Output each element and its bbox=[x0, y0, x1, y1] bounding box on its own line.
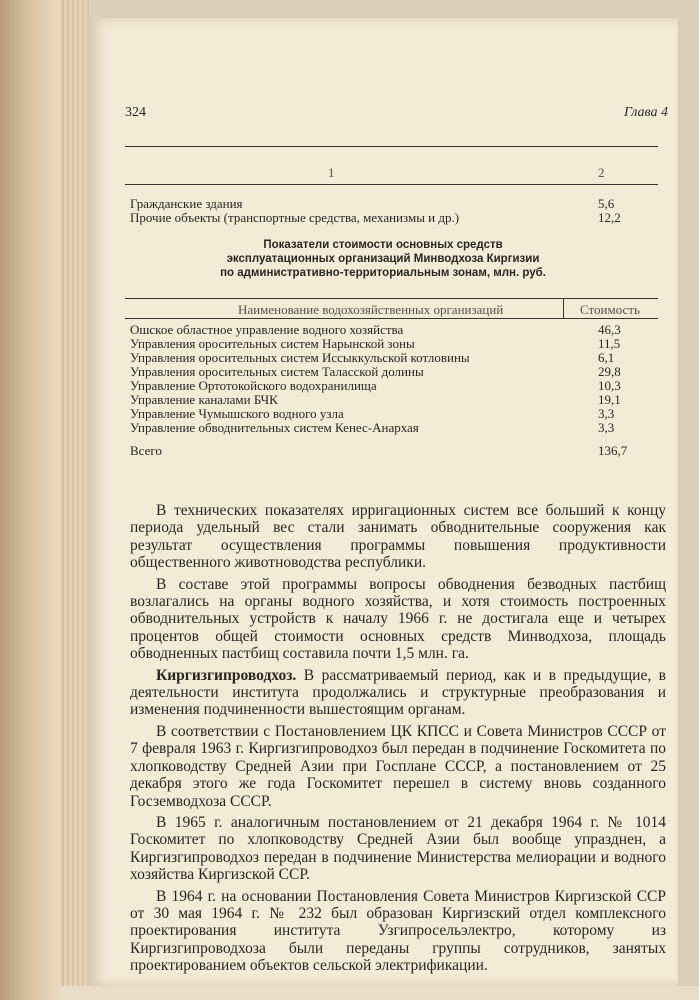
table2-header-rule bbox=[125, 318, 658, 319]
section-heading: Киргизгипроводхоз. bbox=[156, 666, 297, 684]
paragraph bbox=[130, 667, 666, 719]
table2-row-name: Ошское областное управление водного хозяйства bbox=[130, 322, 404, 337]
table2-row-value: 11,5 bbox=[598, 336, 621, 351]
chapter-header: Глава 4 bbox=[624, 105, 668, 120]
paragraph: В соответствии с Постановлением ЦК КПСС и Совета Министров СССР от 7 февраля 1963 г. Киргизгипроводхоз был передан в подчинение Госкомитета по хлопководству Средней Азии при Госплане СССР, а постановлением от 25 декабря этого же года Госкомитет перешел в систему вновь созданного Госземводхоза СССР. bbox=[130, 722, 666, 810]
paragraph: В 1965 г. аналогичным постановлением от 21 декабря 1964 г. № 1014 Госкомитет по хлопководству Средней Азии был вообще упразднен, а Киргизгипроводхоз передан в подчинение Министерства мелиорации и водного хозяйства Киргизской ССР. bbox=[130, 813, 666, 884]
book-page bbox=[88, 18, 678, 986]
table2-col2-header: Стоимость bbox=[580, 302, 640, 317]
table2-row-name: Управление Ортотокойского водохранилища bbox=[130, 378, 377, 393]
table1-col2-header: 2 bbox=[598, 165, 605, 180]
table2-total-value: 136,7 bbox=[598, 443, 628, 458]
paragraph: В составе этой программы вопросы обводнения безводных пастбищ возлагались на органы водного хозяйства, и хотя стоимость построенных обводнительных устройств к началу 1966 г. не достигала еще и четырех процентов общей стоимости основных средств Минводхоза, площадь обводненных пастбищ составила почти 1,5 млн. га. bbox=[130, 575, 666, 663]
table2-row-name: Управления оросительных систем Нарынской зоны bbox=[130, 336, 415, 351]
table2-row-value: 3,3 bbox=[598, 406, 615, 421]
table2-top-rule bbox=[125, 298, 658, 299]
table2-row-value: 19,1 bbox=[598, 392, 621, 407]
table2-row-name: Управление обводнительных систем Кенес-Анархая bbox=[130, 420, 419, 435]
paragraph: В технических показателях ирригационных систем все больший к концу периода удельный вес стали занимать обводнительные сооружения как результат осуществления программы повышения продуктивности общественного животноводства республики. bbox=[130, 502, 666, 572]
table1-col1-header: 1 bbox=[328, 165, 335, 180]
table2-row-name: Управления оросительных систем Иссыккульской котловины bbox=[130, 350, 470, 365]
table2-row-value: 10,3 bbox=[598, 378, 621, 393]
table1-row-value: 12,2 bbox=[598, 210, 621, 225]
table1-header-rule bbox=[125, 184, 658, 185]
table2-row-value: 6,1 bbox=[598, 350, 615, 365]
table1-top-rule bbox=[125, 146, 658, 147]
paragraph: В 1964 г. на основании Постановления Совета Министров Киргизской ССР от 30 мая 1964 г. № 232 был образован Киргизский отдел комплексного проектирования института Узгипросельэлектро, которому из Киргизгипроводхоза были переданы группы сотрудников, занятых проектированием объектов сельской электрификации. bbox=[130, 887, 666, 975]
page-number: 324 bbox=[125, 105, 146, 120]
table2-row-value: 46,3 bbox=[598, 322, 621, 337]
table2-header-divider bbox=[563, 298, 564, 318]
table2-title-line: по административно-территориальным зонам, млн. руб. bbox=[220, 267, 546, 279]
table2-row-name: Управление каналами БЧК bbox=[130, 392, 278, 407]
table2-total-label: Всего bbox=[130, 443, 162, 458]
table2-title-line: эксплуатационных организаций Минводхоза Киргизии bbox=[226, 253, 540, 265]
paragraph-text: В рассматриваемый период, как и в предыдущие, в деятельности института продолжались и структурные преобразования и изменения подчиненности вышестоящим органам. bbox=[130, 666, 666, 719]
body-text bbox=[130, 502, 666, 979]
book-spine-shadow bbox=[0, 0, 60, 1000]
table1-row-name: Гражданские здания bbox=[130, 196, 243, 211]
table2-row-value: 3,3 bbox=[598, 420, 615, 435]
table2-title-line: Показатели стоимости основных средств bbox=[263, 239, 503, 251]
table2-row-name: Управление Чумышского водного узла bbox=[130, 406, 344, 421]
page-edges bbox=[60, 0, 90, 1000]
page-bottom-edge bbox=[60, 986, 699, 1000]
table1-row-value: 5,6 bbox=[598, 196, 615, 211]
table2-row-name: Управления оросительных систем Таласской долины bbox=[130, 364, 424, 379]
table2-col1-header: Наименование водохозяйственных организаций bbox=[238, 302, 504, 317]
table1-row-name: Прочие объекты (транспортные средства, механизмы и др.) bbox=[130, 210, 460, 225]
table2-row-value: 29,8 bbox=[598, 364, 621, 379]
